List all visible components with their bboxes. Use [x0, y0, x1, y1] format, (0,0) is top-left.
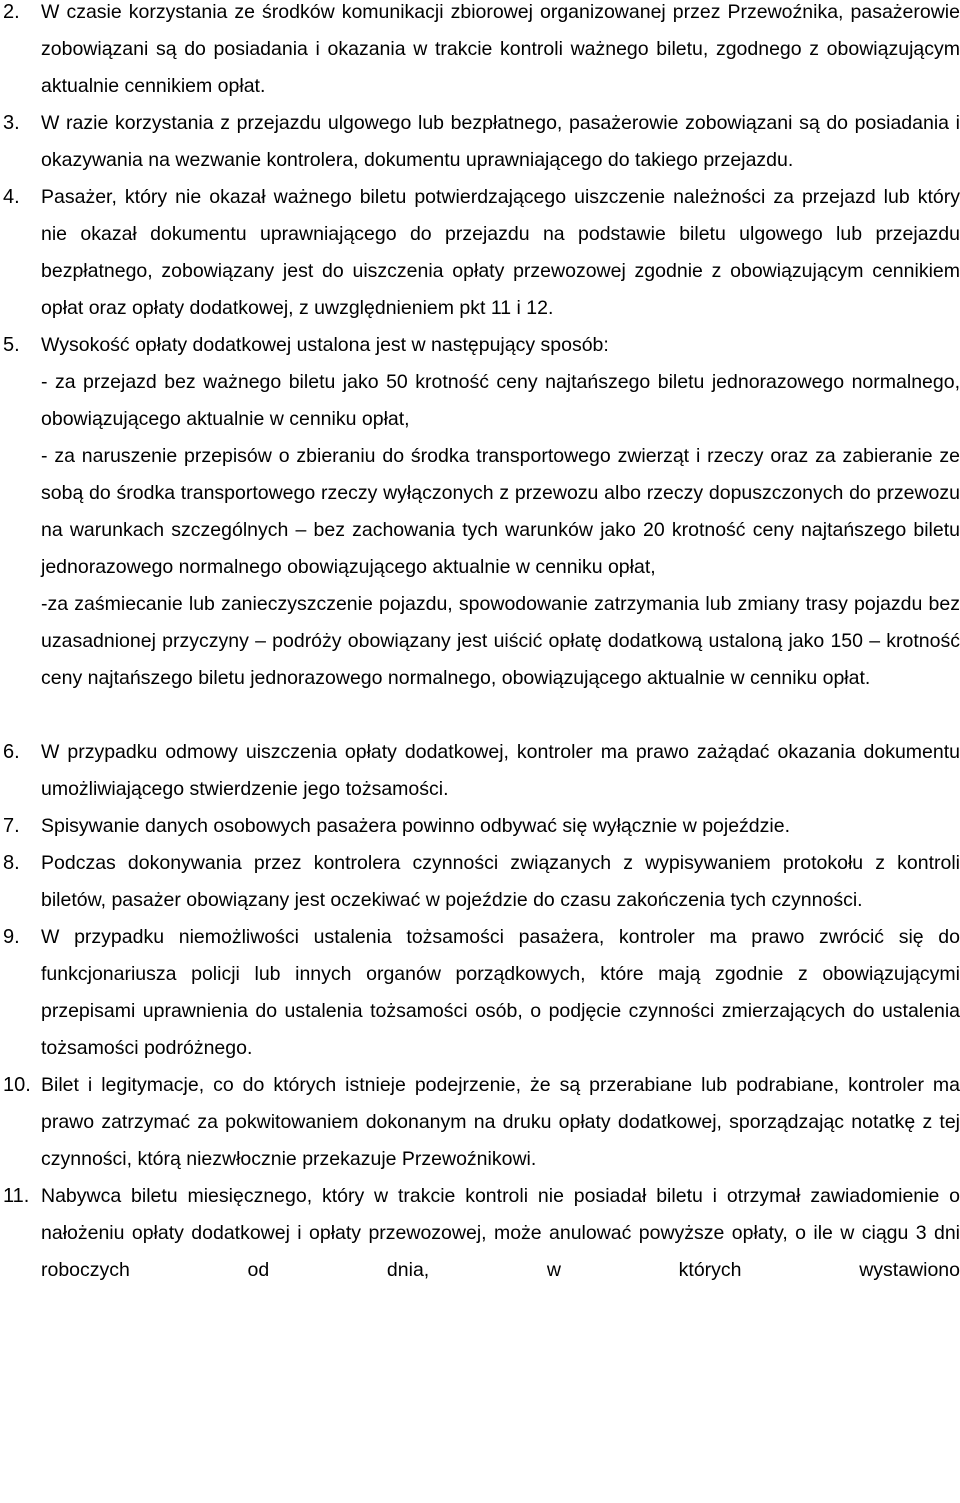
list-item-2: [0, 0, 960, 105]
item-text-container: [41, 327, 960, 697]
item-text: Pasażer, który nie okazał ważnego biletu potwierdzającego uiszczenie należności za przejazd lub który nie okazał dokumentu uprawniającego do przejazdu na podstawie biletu ulgowego lub przejazdu bezpłatnego, zobowiązany jest do uiszczenia opłaty przewozowej zgodnie z obowiązującym cennikiem opłat oraz opłaty dodatkowej, z uwzględnieniem pkt 11 i 12.: [41, 186, 960, 319]
list-item-9: [0, 919, 960, 1067]
list-item-5: [0, 327, 960, 697]
item-text-container: [41, 1067, 960, 1178]
item-number: 2.: [3, 1, 20, 23]
item-number: 8.: [3, 852, 20, 874]
item-number: 11.: [3, 1185, 30, 1207]
list-item-10: [0, 1067, 960, 1178]
item-text-container: [41, 1178, 960, 1289]
item-number: 5.: [3, 334, 20, 356]
item-text-container: [41, 0, 960, 105]
item-text: W przypadku niemożliwości ustalenia tożsamości pasażera, kontroler ma prawo zwrócić się do funkcjonariusza policji lub innych organów porządkowych, które mają zgodnie z obowiązującymi przepisami uprawnienia do ustalenia tożsamości osób, o podjęcie czynności zmierzających do ustalenia tożsamości podróżnego.: [41, 926, 960, 1059]
item-text-container: [41, 734, 960, 808]
item-text: Spisywanie danych osobowych pasażera powinno odbywać się wyłącznie w pojeździe.: [41, 815, 790, 837]
item-number: 7.: [3, 815, 20, 837]
list-item-4: [0, 179, 960, 327]
list-item-11: [0, 1178, 960, 1289]
item-text-container: [41, 105, 960, 179]
item-text-container: [41, 808, 960, 845]
item-text: W przypadku odmowy uiszczenia opłaty dodatkowej, kontroler ma prawo zażądać okazania dokumentu umożliwiającego stwierdzenie jego tożsamości.: [41, 741, 960, 800]
item-number: 9.: [3, 926, 20, 948]
sub-item: - za przejazd bez ważnego biletu jako 50 krotność ceny najtańszego biletu jednorazowego normalnego, obowiązującego aktualnie w cenniku opłat,: [41, 371, 960, 430]
item-text-container: [41, 845, 960, 919]
list-item-8: [0, 845, 960, 919]
item-text: W razie korzystania z przejazdu ulgowego lub bezpłatnego, pasażerowie zobowiązani są do posiadania i okazywania na wezwanie kontrolera, dokumentu uprawniającego do takiego przejazdu.: [41, 112, 960, 171]
item-number: 3.: [3, 112, 20, 134]
item-text-container: [41, 919, 960, 1067]
item-text-container: [41, 179, 960, 327]
item-text: Nabywca biletu miesięcznego, który w trakcie kontroli nie posiadał biletu i otrzymał zawiadomienie o nałożeniu opłaty dodatkowej i opłaty przewozowej, może anulować powyższe opłaty, o ile w ciągu 3 dni roboczych od dnia, w których wystawiono: [41, 1185, 960, 1281]
sub-item: - za naruszenie przepisów o zbieraniu do środka transportowego zwierząt i rzeczy oraz za zabieranie ze sobą do środka transportowego rzeczy wyłączonych z przewozu albo rzeczy dopuszczonych do przewozu na warunkach szczególnych – bez zachowania tych warunków jako 20 krotność ceny najtańszego biletu jednorazowego normalnego obowiązującego aktualnie w cenniku opłat,: [41, 445, 960, 578]
item-number: 4.: [3, 186, 20, 208]
item-number: 10.: [3, 1074, 31, 1096]
list-item-3: [0, 105, 960, 179]
item-text: Bilet i legitymacje, co do których istnieje podejrzenie, że są przerabiane lub podrabiane, kontroler ma prawo zatrzymać za pokwitowaniem dokonanym na druku opłaty dodatkowej, sporządzając notatkę z tej czynności, którą niezwłocznie przekazuje Przewoźnikowi.: [41, 1074, 960, 1170]
item-number: 6.: [3, 741, 20, 763]
blank-line: [0, 697, 960, 734]
list-item-6: [0, 734, 960, 808]
item-intro: Wysokość opłaty dodatkowej ustalona jest w następujący sposób:: [41, 334, 609, 356]
item-text: W czasie korzystania ze środków komunikacji zbiorowej organizowanej przez Przewoźnika, pasażerowie zobowiązani są do posiadania i okazania w trakcie kontroli ważnego biletu, zgodnego z obowiązującym aktualnie cennikiem opłat.: [41, 1, 960, 97]
sub-item: -za zaśmiecanie lub zanieczyszczenie pojazdu, spowodowanie zatrzymania lub zmiany trasy pojazdu bez uzasadnionej przyczyny – podróży obowiązany jest uiścić opłatę dodatkową ustaloną jako 150 – krotność ceny najtańszego biletu jednorazowego normalnego, obowiązującego aktualnie w cenniku opłat.: [41, 593, 960, 689]
list-item-7: [0, 808, 960, 845]
item-text: Podczas dokonywania przez kontrolera czynności związanych z wypisywaniem protokołu z kontroli biletów, pasażer obowiązany jest oczekiwać w pojeździe do czasu zakończenia tych czynności.: [41, 852, 960, 911]
